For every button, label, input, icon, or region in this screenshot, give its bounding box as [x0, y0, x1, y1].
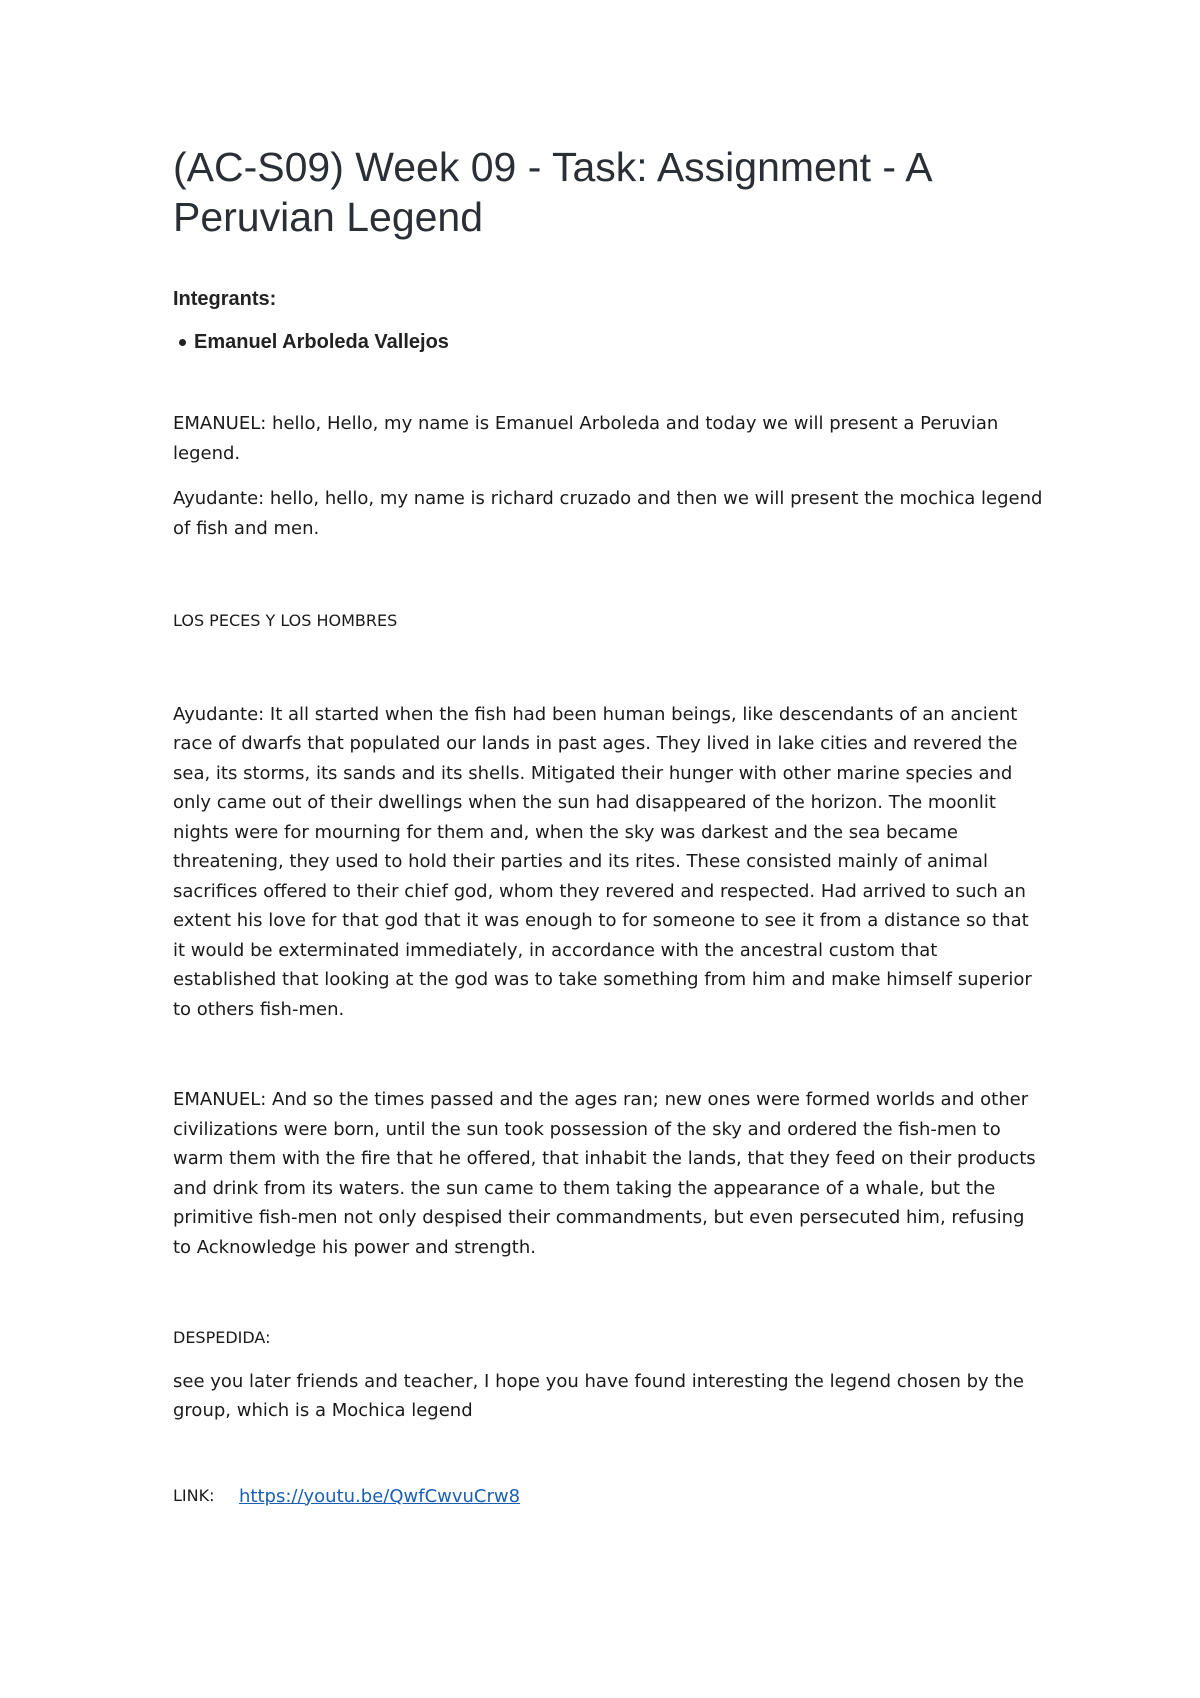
member-name: Emanuel Arboleda Vallejos — [194, 331, 449, 353]
story-emanuel-paragraph: EMANUEL: And so the times passed and the ages ran; new ones were formed worlds and other civilizations were born, until the sun took possession of the sky and ordered the fish-men to warm them with the fire that he offered, that inhabit the lands, that they feed on their products and drink from its waters. the sun came to them taking the appearance of a whale, but the primitive fish-men not only despised their commandments, but even persecuted him, refusing to Acknowledge his power and strength. — [173, 1089, 1036, 1258]
member-list — [173, 331, 1043, 354]
document-title: (AC-S09) Week 09 - Task: Assignment - A Peruvian Legend — [173, 144, 931, 240]
member-item — [173, 331, 1043, 354]
intro-ayudante-paragraph: Ayudante: hello, hello, my name is richard cruzado and then we will present the mochica legend of fish and men. — [173, 488, 1043, 539]
story-heading: LOS PECES Y LOS HOMBRES — [173, 611, 398, 630]
link-label: LINK: — [173, 1485, 215, 1505]
link-row — [173, 1486, 1043, 1507]
despedida-paragraph: see you later friends and teacher, I hope you have found interesting the legend chosen by the group, which is a Mochica legend — [173, 1370, 1024, 1421]
document-page — [173, 142, 1043, 1507]
integrants-label: Integrants: — [173, 288, 277, 310]
despedida-label: DESPEDIDA: — [173, 1328, 271, 1347]
youtube-link[interactable]: https://youtu.be/QwfCwvuCrw8 — [239, 1485, 521, 1507]
bullet-icon — [179, 339, 186, 346]
story-ayudante-paragraph: Ayudante: It all started when the fish had been human beings, like descendants of an ancient race of dwarfs that populated our lands in past ages. They lived in lake cities and revered the sea, its storms, its sands and its shells. Mitigated their hunger with other marine species and only came out of their dwellings when the sun had disappeared of the horizon. The moonlit nights were for mourning for them and, when the sky was darkest and the sea became threatening, they used to hold their parties and its rites. These consisted mainly of animal sacrifices offered to their chief god, whom they revered and respected. Had arrived to such an extent his love for that god that it was enough to for someone to see it from a distance so that it would be exterminated immediately, in accordance with the ancestral custom that established that looking at the god was to take something from him and make himself superior to others fish-men. — [173, 703, 1032, 1020]
intro-emanuel-paragraph: EMANUEL: hello, Hello, my name is Emanuel Arboleda and today we will present a Peruvian legend. — [173, 413, 999, 464]
